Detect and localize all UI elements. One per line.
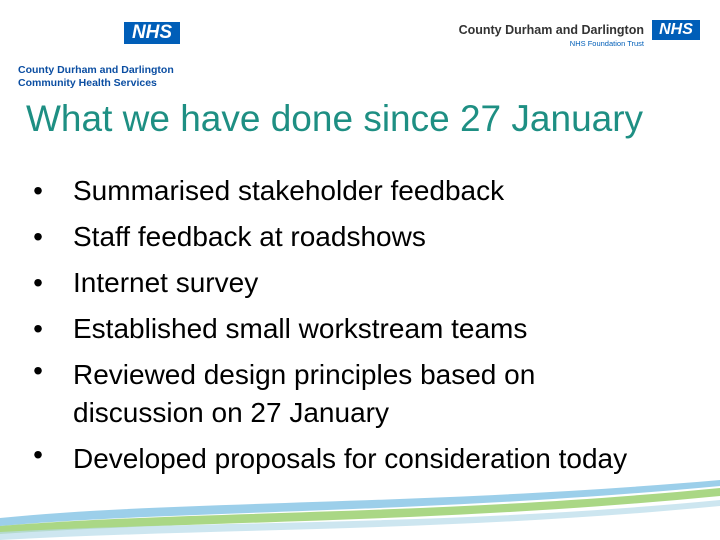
nhs-logo-icon: NHS [652,20,700,40]
slide-title: What we have done since 27 January [26,98,644,139]
trust-subtitle: NHS Foundation Trust [569,39,644,48]
decorative-swoosh-icon [0,470,720,540]
trust-name: County Durham and Darlington [458,23,644,37]
bullet-icon: • [33,313,43,344]
bullet-list [28,168,668,482]
bullet-text: Developed proposals for consideration today [73,443,628,474]
bullet-icon: • [33,175,43,206]
org-name-line1: County Durham and Darlington [18,64,174,76]
nhs-logo-icon: NHS [124,22,180,44]
org-name-line2: Community Health Services [18,77,157,89]
bullet-text: Staff feedback at roadshows [73,221,426,252]
bullet-icon: • [33,221,43,252]
bullet-text: Reviewed design principles based on discussion on 27 January [73,359,536,428]
bullet-text: Established small workstream teams [73,313,528,344]
bullet-item [28,214,668,260]
bullet-icon: • [33,267,43,298]
community-health-logo [18,16,188,96]
bullet-icon: • [33,355,43,386]
bullet-item [28,168,668,214]
bullet-text: Summarised stakeholder feedback [73,175,505,206]
community-health-org-name [18,64,188,90]
bullet-item [28,352,668,436]
foundation-trust-logo [450,20,700,50]
bullet-text: Internet survey [73,267,259,298]
bullet-item [28,260,668,306]
bullet-icon: • [33,439,43,470]
bullet-item [28,306,668,352]
